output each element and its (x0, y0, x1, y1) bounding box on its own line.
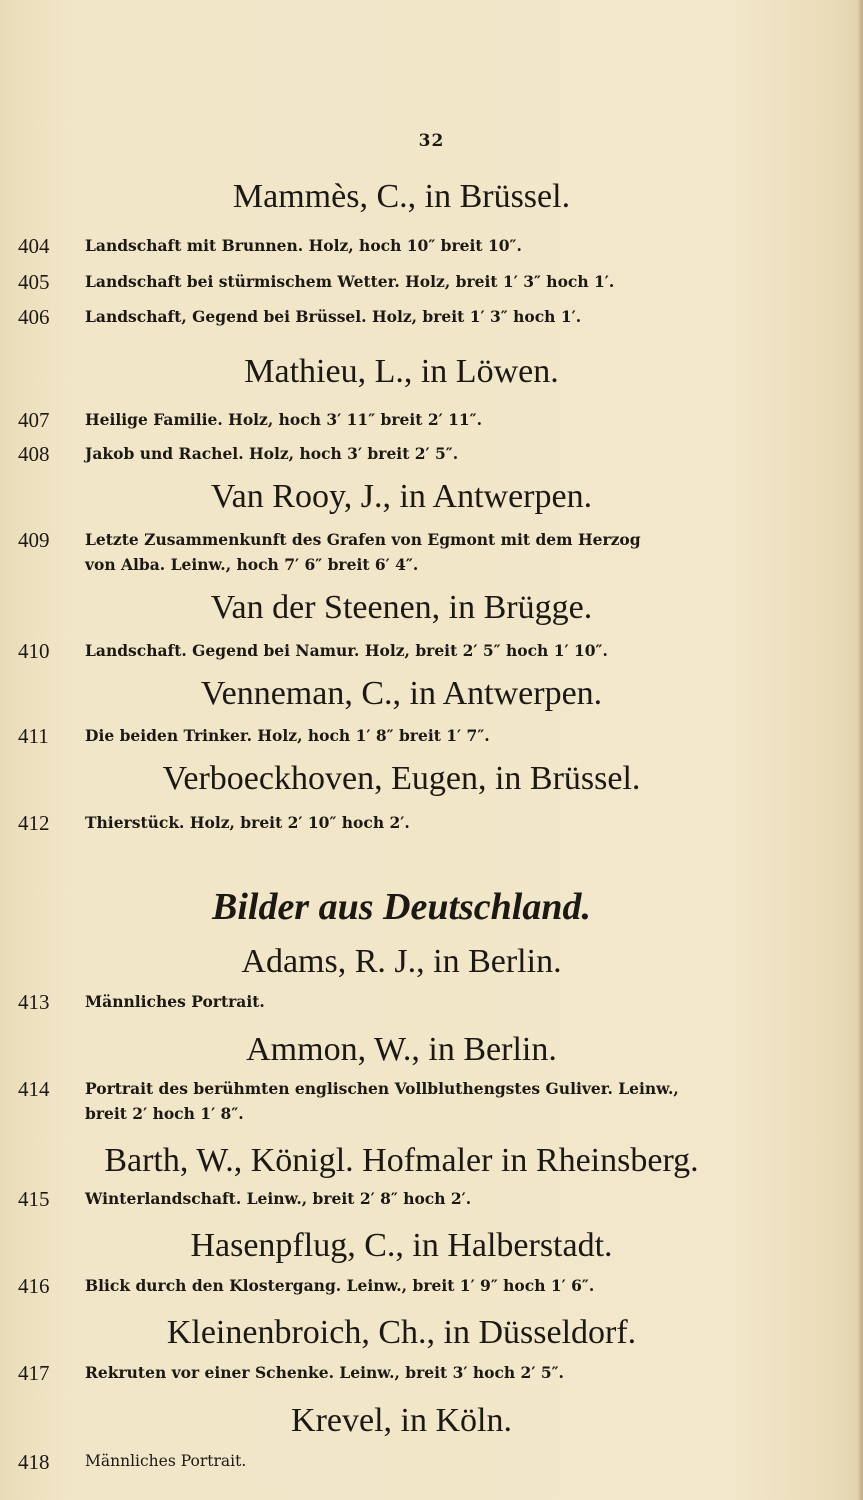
entry-text: Winterlandschaft. Leinw., breit 2′ 8″ hoch 2′. (85, 1189, 472, 1208)
artist-heading: Venneman, C., in Antwerpen. (200, 675, 603, 712)
artist-heading: Kleinenbroich, Ch., in Düsseldorf. (166, 1314, 637, 1351)
artist-heading: Barth, W., Königl. Hofmaler in Rheinsberg. (104, 1142, 699, 1179)
page-number: 32 (418, 131, 445, 151)
entry-text: Landschaft, Gegend bei Brüssel. Holz, breit 1′ 3″ hoch 1′. (85, 307, 582, 326)
entry-number: 411 (18, 724, 49, 748)
entry-text: breit 2′ hoch 1′ 8″. (85, 1104, 244, 1123)
artist-heading: Ammon, W., in Berlin. (246, 1031, 557, 1068)
artist-heading: Mathieu, L., in Löwen. (244, 353, 559, 390)
entry-text: Landschaft. Gegend bei Namur. Holz, breit 2′ 5″ hoch 1′ 10″. (85, 641, 608, 660)
entry-number: 409 (18, 528, 50, 552)
artist-heading: Mammès, C., in Brüssel. (232, 178, 571, 215)
entry-number: 415 (18, 1187, 50, 1211)
entry-text: Heilige Familie. Holz, hoch 3′ 11″ breit 2′ 11″. (85, 410, 482, 429)
entry-number: 417 (18, 1361, 50, 1385)
entry-text: Männliches Portrait. (85, 992, 265, 1011)
entry-number: 404 (18, 234, 50, 258)
entry-number: 408 (18, 442, 50, 466)
artist-heading: Krevel, in Köln. (291, 1402, 512, 1439)
section-title: Bilder aus Deutschland. (211, 886, 592, 928)
artist-heading: Van der Steenen, in Brügge. (210, 589, 593, 626)
entry-text: Rekruten vor einer Schenke. Leinw., breit 3′ hoch 2′ 5″. (85, 1363, 564, 1382)
artist-heading: Van Rooy, J., in Antwerpen. (210, 478, 593, 515)
entry-number: 410 (18, 639, 50, 663)
page-edge-shadow (857, 0, 863, 1500)
entry-number: 412 (18, 811, 50, 835)
entry-number: 416 (18, 1274, 50, 1298)
entry-text: Blick durch den Klostergang. Leinw., breit 1′ 9″ hoch 1′ 6″. (85, 1276, 595, 1295)
entry-text: von Alba. Leinw., hoch 7′ 6″ breit 6′ 4″. (85, 555, 419, 574)
entry-text: Letzte Zusammenkunft des Grafen von Egmont mit dem Herzog (85, 530, 641, 549)
entry-text: Jakob und Rachel. Holz, hoch 3′ breit 2′ 5″. (85, 444, 459, 463)
entry-number: 405 (18, 270, 50, 294)
entry-text: Landschaft bei stürmischem Wetter. Holz, breit 1′ 3″ hoch 1′. (85, 272, 615, 291)
artist-heading: Hasenpflug, C., in Halberstadt. (190, 1227, 613, 1264)
entry-text: Thierstück. Holz, breit 2′ 10″ hoch 2′. (85, 813, 410, 832)
artist-heading: Verboeckhoven, Eugen, in Brüssel. (162, 760, 641, 797)
entry-number: 418 (18, 1450, 50, 1474)
entry-number: 414 (18, 1077, 50, 1101)
entry-text: Die beiden Trinker. Holz, hoch 1′ 8″ breit 1′ 7″. (85, 726, 490, 745)
entry-text: Männliches Portrait. (85, 1452, 247, 1470)
artist-heading: Adams, R. J., in Berlin. (241, 943, 562, 980)
entry-number: 406 (18, 305, 50, 329)
entry-text: Landschaft mit Brunnen. Holz, hoch 10″ breit 10″. (85, 236, 522, 255)
entry-text: Portrait des berühmten englischen Vollbluthengstes Guliver. Leinw., (85, 1079, 679, 1098)
entry-number: 407 (18, 408, 50, 432)
entry-number: 413 (18, 990, 50, 1014)
